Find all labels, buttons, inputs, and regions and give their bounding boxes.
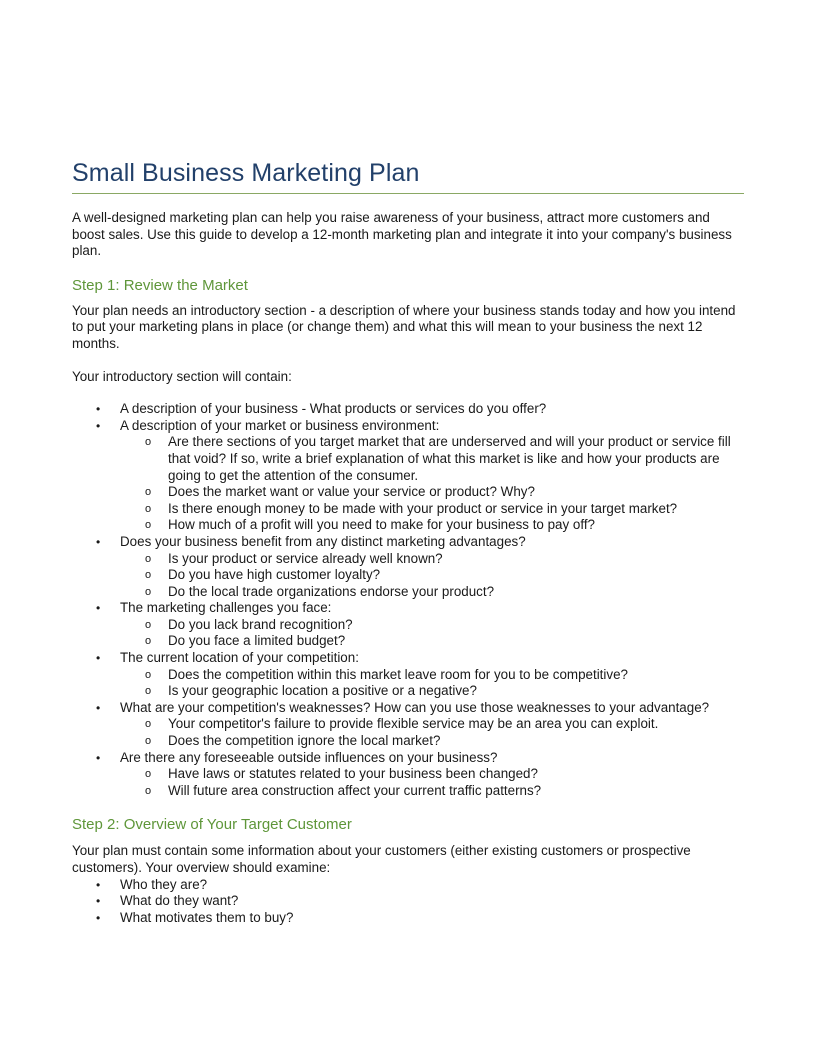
sub-list	[120, 551, 744, 601]
bullet-marker: •	[96, 750, 101, 765]
sub-bullet-marker: o	[145, 735, 152, 748]
sub-list-item-text: Do the local trade organizations endorse your product?	[168, 583, 495, 599]
sub-list	[120, 766, 744, 799]
sub-list-item	[120, 517, 744, 534]
step2-bullet-list	[72, 877, 744, 927]
sub-list-item	[120, 667, 744, 684]
sub-bullet-marker: o	[145, 502, 152, 515]
sub-list-item-text: Are there sections of you target market that are underserved and will your product or service fill that void? If so, write a brief explanation of what this market is like and how your products are going to get the attention of the consumer.	[168, 434, 731, 483]
bullet-marker: •	[96, 700, 101, 715]
sub-bullet-marker: o	[145, 569, 152, 582]
bullet-marker: •	[96, 894, 101, 909]
sub-list	[120, 667, 744, 700]
sub-bullet-marker: o	[145, 718, 152, 731]
list-item-text: Who they are?	[120, 876, 208, 892]
sub-list-item	[120, 501, 744, 518]
list-item-text: A description of your market or business environment:	[120, 417, 440, 433]
list-item-text: What motivates them to buy?	[120, 909, 294, 925]
sub-list-item	[120, 716, 744, 733]
step1-heading: Step 1: Review the Market	[72, 276, 248, 294]
list-item	[72, 418, 744, 534]
list-item-text: What are your competition's weaknesses? How can you use those weaknesses to your advantage?	[120, 699, 710, 715]
sub-list-item	[120, 633, 744, 650]
sub-list-item-text: Have laws or statutes related to your business been changed?	[168, 766, 538, 782]
sub-bullet-marker: o	[145, 585, 152, 598]
sub-bullet-marker: o	[145, 668, 152, 681]
sub-list-item-text: Will future area construction affect your current traffic patterns?	[168, 782, 542, 798]
sub-list-item	[120, 783, 744, 800]
sub-list-item	[120, 617, 744, 634]
sub-list	[120, 617, 744, 650]
sub-list	[120, 434, 744, 534]
sub-bullet-marker: o	[145, 519, 152, 532]
list-item-text: A description of your business - What products or services do you offer?	[120, 401, 547, 417]
sub-list-item	[120, 683, 744, 700]
list-item	[72, 750, 744, 800]
step1-bullet-list	[72, 401, 744, 799]
list-item-text: What do they want?	[120, 893, 239, 909]
bullet-marker: •	[96, 910, 101, 925]
sub-bullet-marker: o	[145, 436, 152, 449]
sub-list	[120, 716, 744, 749]
sub-list-item-text: Do you face a limited budget?	[168, 633, 346, 649]
page-title: Small Business Marketing Plan	[72, 159, 420, 187]
step2-paragraph: Your plan must contain some information about your customers (either existing customers or prospective customers). Your overview should examine:	[72, 843, 691, 875]
sub-list-item-text: Is there enough money to be made with your product or service in your target market?	[168, 500, 678, 516]
list-item	[72, 910, 744, 927]
sub-list-item	[120, 484, 744, 501]
sub-list-item-text: Do you have high customer loyalty?	[168, 567, 381, 583]
sub-bullet-marker: o	[145, 685, 152, 698]
bullet-marker: •	[96, 534, 101, 549]
title-underline	[72, 193, 744, 194]
list-item-text: Does your business benefit from any distinct marketing advantages?	[120, 533, 526, 549]
sub-list-item	[120, 551, 744, 568]
bullet-marker: •	[96, 877, 101, 892]
sub-list-item-text: Is your product or service already well known?	[168, 550, 443, 566]
step2-heading: Step 2: Overview of Your Target Customer	[72, 816, 352, 834]
sub-bullet-marker: o	[145, 635, 152, 648]
sub-list-item-text: Is your geographic location a positive or a negative?	[168, 683, 477, 699]
step1-paragraph: Your plan needs an introductory section - a description of where your business stands today and how you intend to put your marketing plans in place (or change them) and what this will mean to your business the next 12 months.	[72, 302, 736, 351]
document-content	[72, 156, 744, 926]
sub-bullet-marker: o	[145, 552, 152, 565]
list-item	[72, 534, 744, 600]
sub-list-item-text: Does the competition within this market leave room for you to be competitive?	[168, 666, 628, 682]
sub-bullet-marker: o	[145, 486, 152, 499]
sub-bullet-marker: o	[145, 784, 152, 797]
list-item	[72, 700, 744, 750]
intro-paragraph: A well-designed marketing plan can help you raise awareness of your business, attract more customers and boost sales. Use this guide to develop a 12-month marketing plan and integrate it into your company's business plan.	[72, 210, 732, 259]
bullet-marker: •	[96, 402, 101, 417]
sub-list-item	[120, 766, 744, 783]
sub-list-item-text: Does the competition ignore the local market?	[168, 733, 441, 749]
list-item	[72, 600, 744, 650]
list-item	[72, 877, 744, 894]
step1-contains-text: Your introductory section will contain:	[72, 368, 292, 384]
sub-list-item	[120, 567, 744, 584]
list-item	[72, 893, 744, 910]
sub-list-item-text: How much of a profit will you need to make for your business to pay off?	[168, 517, 595, 533]
sub-list-item	[120, 733, 744, 750]
sub-bullet-marker: o	[145, 768, 152, 781]
list-item-text: The marketing challenges you face:	[120, 600, 332, 616]
bullet-marker: •	[96, 418, 101, 433]
sub-list-item	[120, 584, 744, 601]
list-item-text: The current location of your competition:	[120, 650, 359, 666]
sub-list-item-text: Do you lack brand recognition?	[168, 616, 353, 632]
list-item-text: Are there any foreseeable outside influences on your business?	[120, 749, 498, 765]
sub-list-item	[120, 434, 744, 484]
list-item	[72, 650, 744, 700]
sub-list-item-text: Does the market want or value your service or product? Why?	[168, 484, 535, 500]
sub-list-item-text: Your competitor's failure to provide flexible service may be an area you can exploit.	[168, 716, 659, 732]
sub-bullet-marker: o	[145, 618, 152, 631]
bullet-marker: •	[96, 651, 101, 666]
bullet-marker: •	[96, 601, 101, 616]
list-item	[72, 401, 744, 418]
